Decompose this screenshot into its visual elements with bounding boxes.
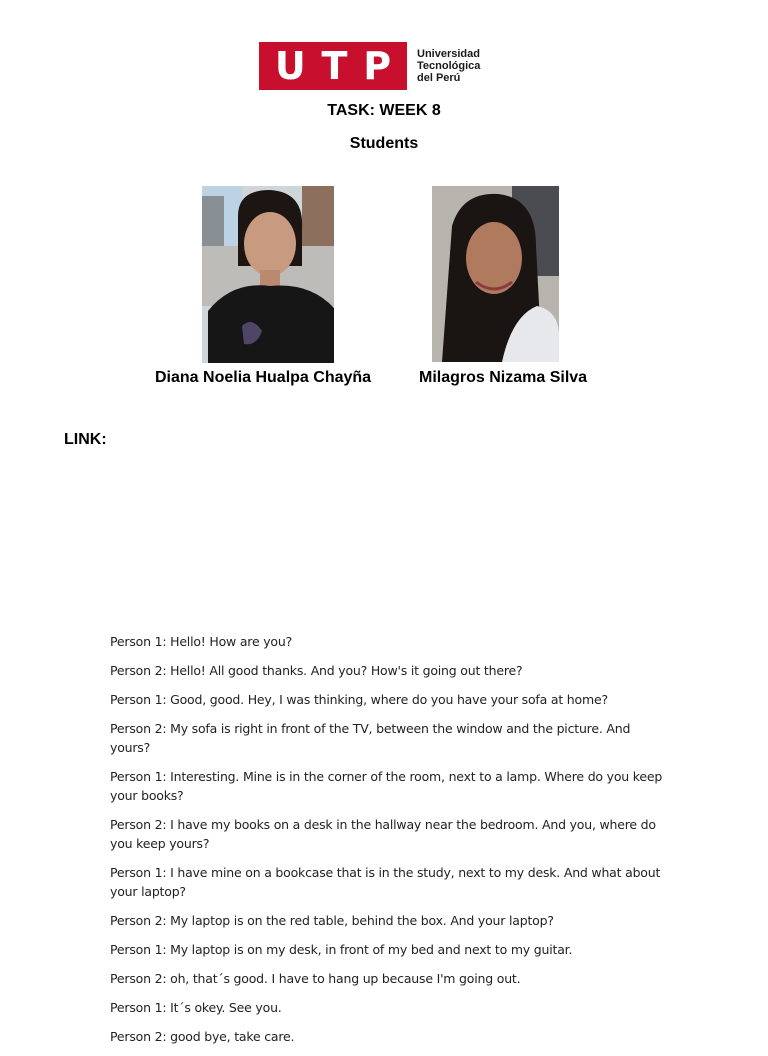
logo-mark [259, 42, 407, 90]
logo-line-2: Tecnológica [417, 60, 481, 72]
logo-wordmark [417, 48, 480, 84]
dialogue-line: Person 1: I have mine on a bookcase that is in the study, next to my desk. And what about your laptop? [110, 865, 661, 899]
dialogue-line: Person 1: Interesting. Mine is in the corner of the room, next to a lamp. Where do you keep your books? [110, 769, 663, 803]
logo-line-1: Universidad [417, 48, 480, 60]
dialogue-line: Person 2: I have my books on a desk in the hallway near the bedroom. And you, where do you keep yours? [110, 817, 656, 851]
dialogue-line: Person 1: It´s okey. See you. [110, 1000, 282, 1015]
university-logo [259, 42, 480, 90]
task-title: TASK: WEEK 8 [327, 102, 441, 119]
dialogue-line: Person 2: Hello! All good thanks. And you? How's it going out there? [110, 663, 523, 678]
students-heading: Students [349, 135, 419, 152]
student-photo-1 [202, 186, 334, 363]
dialogue-line: Person 2: My sofa is right in front of the TV, between the window and the picture. And yours? [110, 721, 631, 755]
dialogue-transcript [110, 632, 670, 1056]
logo-letter-u: U [274, 44, 306, 88]
logo-letter-p: P [363, 44, 392, 88]
link-label: LINK: [64, 431, 107, 448]
student-name-1: Diana Noelia Hualpa Chayña [155, 369, 372, 386]
dialogue-line: Person 2: oh, that´s good. I have to hang up because I'm going out. [110, 971, 521, 986]
dialogue-line: Person 1: Good, good. Hey, I was thinking, where do you have your sofa at home? [110, 692, 608, 707]
dialogue-line: Person 1: Hello! How are you? [110, 634, 293, 649]
dialogue-line: Person 1: My laptop is on my desk, in front of my bed and next to my guitar. [110, 942, 573, 957]
logo-letter-t: T [321, 44, 348, 88]
logo-line-3: del Perú [417, 72, 461, 84]
student-name-2: Milagros Nizama Silva [419, 369, 588, 386]
dialogue-line: Person 2: good bye, take care. [110, 1029, 295, 1044]
dialogue-line: Person 2: My laptop is on the red table, behind the box. And your laptop? [110, 913, 554, 928]
student-photo-2 [432, 186, 559, 362]
